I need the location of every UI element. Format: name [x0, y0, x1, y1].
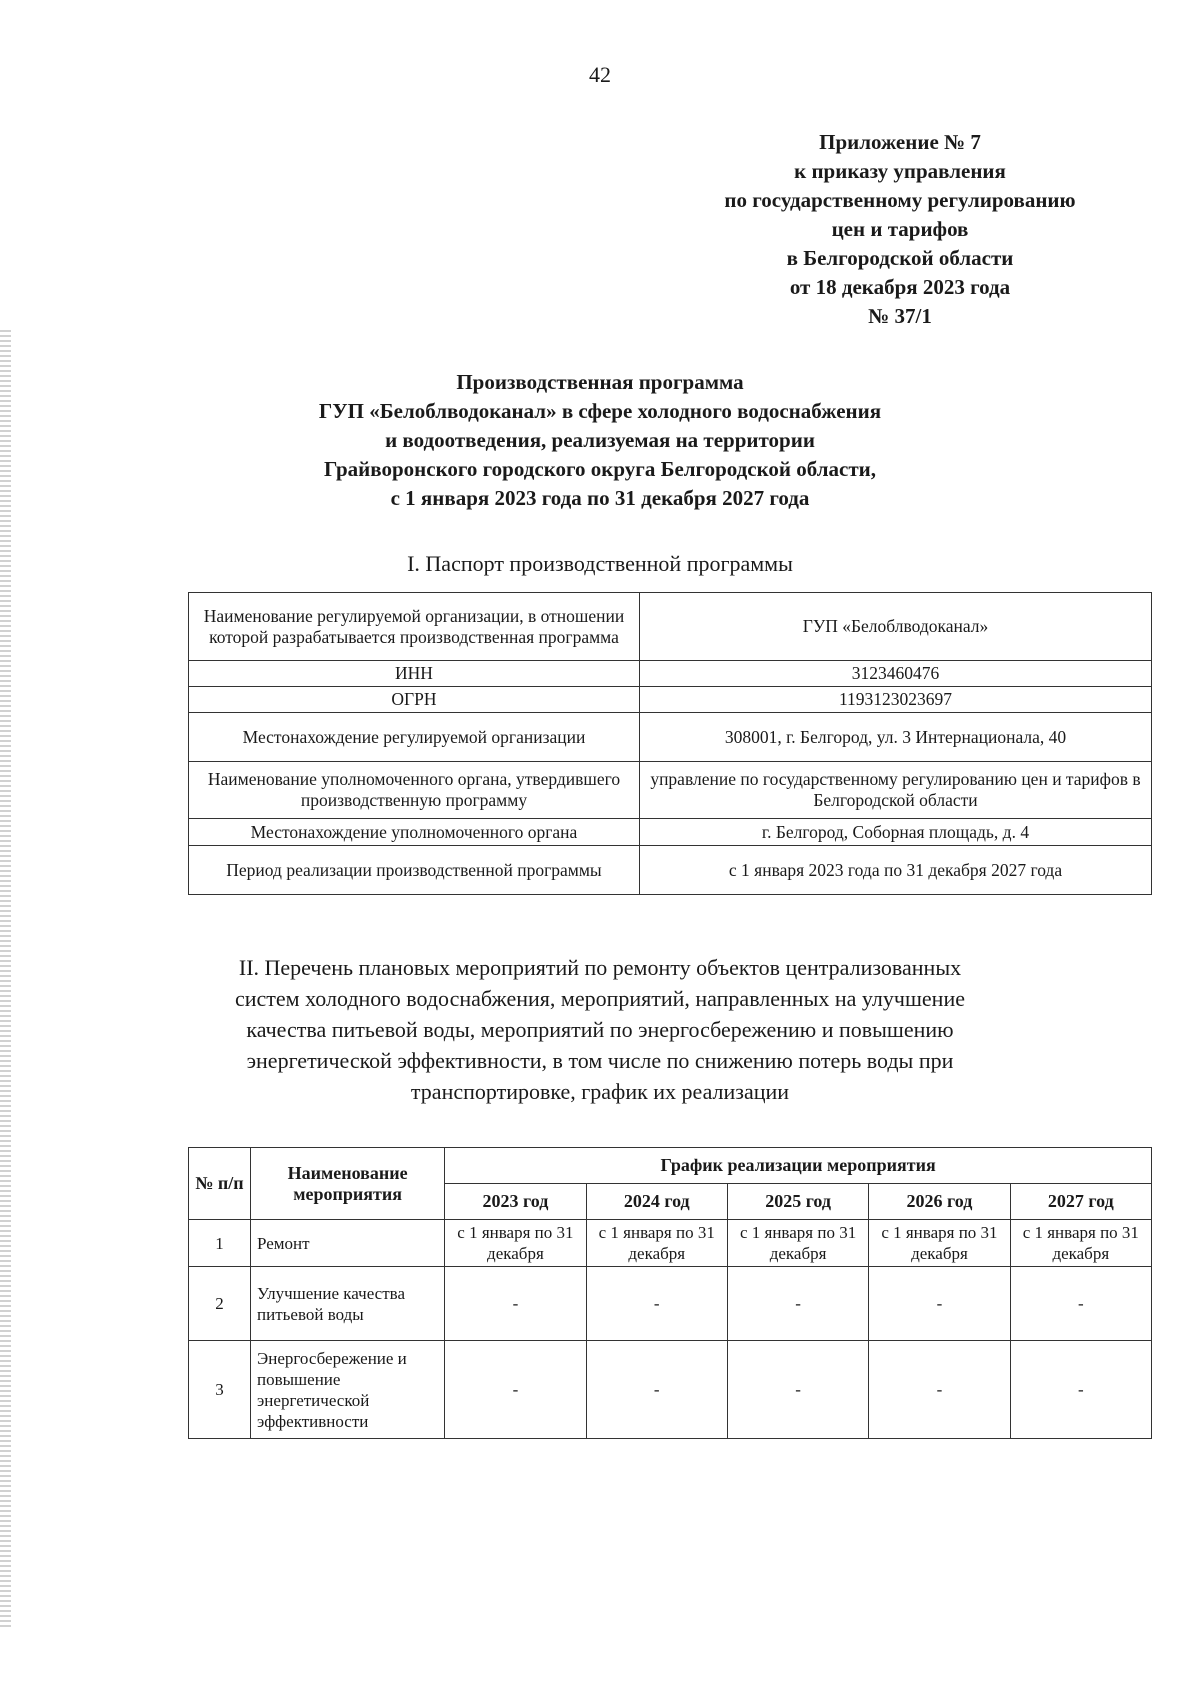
section-2-heading-line: систем холодного водоснабжения, мероприятий, направленных на улучшение	[235, 986, 965, 1011]
schedule-cell: -	[1010, 1267, 1151, 1341]
schedule-cell: с 1 января по 31 декабря	[727, 1220, 868, 1267]
schedule-cell: с 1 января по 31 декабря	[586, 1220, 727, 1267]
header-activity-name: Наименование мероприятия	[251, 1148, 445, 1220]
schedule-cell: -	[727, 1267, 868, 1341]
header-year: 2025 год	[727, 1184, 868, 1220]
table-row	[189, 593, 1152, 661]
schedule-cell: -	[869, 1341, 1010, 1439]
passport-label: ИНН	[189, 661, 640, 687]
schedule-cell: -	[727, 1341, 868, 1439]
passport-label: Наименование регулируемой организации, в отношении которой разрабатывается производственная программа	[189, 593, 640, 661]
schedule-cell: -	[445, 1341, 586, 1439]
scan-margin-strip	[0, 330, 11, 1630]
passport-value: ГУП «Белоблводоканал»	[640, 593, 1152, 661]
table-row	[189, 846, 1152, 895]
appendix-line: к приказу управления	[794, 159, 1006, 183]
appendix-line: № 37/1	[868, 304, 932, 328]
program-title	[180, 368, 1020, 513]
table-row	[189, 661, 1152, 687]
passport-value: г. Белгород, Соборная площадь, д. 4	[640, 819, 1152, 846]
header-schedule-group: График реализации мероприятия	[445, 1148, 1152, 1184]
passport-label: Наименование уполномоченного органа, утвердившего производственную программу	[189, 762, 640, 819]
header-year: 2024 год	[586, 1184, 727, 1220]
appendix-line: от 18 декабря 2023 года	[789, 275, 1011, 299]
program-title-line: Производственная программа	[456, 370, 744, 394]
appendix-header	[660, 128, 1140, 331]
row-number: 3	[189, 1341, 251, 1439]
table-row	[189, 1267, 1152, 1341]
passport-value: управление по государственному регулированию цен и тарифов в Белгородской области	[640, 762, 1152, 819]
schedule-cell: с 1 января по 31 декабря	[445, 1220, 586, 1267]
table-row	[189, 1220, 1152, 1267]
schedule-table	[188, 1147, 1152, 1439]
schedule-cell: -	[586, 1267, 727, 1341]
section-2-heading-line: качества питьевой воды, мероприятий по энергосбережению и повышению	[246, 1017, 954, 1042]
activity-name: Улучшение качества питьевой воды	[251, 1267, 445, 1341]
section-2-heading	[200, 952, 1000, 1107]
header-year: 2026 год	[869, 1184, 1010, 1220]
table-row	[189, 713, 1152, 762]
appendix-line: в Белгородской области	[786, 246, 1014, 270]
program-title-line: ГУП «Белоблводоканал» в сфере холодного водоснабжения	[318, 399, 882, 423]
passport-label: Местонахождение регулируемой организации	[189, 713, 640, 762]
passport-value: 3123460476	[640, 661, 1152, 687]
schedule-cell: с 1 января по 31 декабря	[869, 1220, 1010, 1267]
program-title-line: с 1 января 2023 года по 31 декабря 2027 года	[390, 486, 810, 510]
section-2-heading-line: энергетической эффективности, в том числе по снижению потерь воды при	[246, 1048, 954, 1073]
schedule-cell: с 1 января по 31 декабря	[1010, 1220, 1151, 1267]
section-2-heading-line: транспортировке, график их реализации	[410, 1079, 790, 1104]
activity-name: Энергосбережение и повышение энергетической эффективности	[251, 1341, 445, 1439]
table-row	[189, 687, 1152, 713]
schedule-cell: -	[445, 1267, 586, 1341]
row-number: 2	[189, 1267, 251, 1341]
header-number: № п/п	[189, 1148, 251, 1220]
table-row	[189, 1341, 1152, 1439]
header-year: 2027 год	[1010, 1184, 1151, 1220]
program-title-line: и водоотведения, реализуемая на территории	[385, 428, 815, 452]
section-1-heading: I. Паспорт производственной программы	[407, 551, 793, 576]
row-number: 1	[189, 1220, 251, 1267]
appendix-line: цен и тарифов	[831, 217, 969, 241]
table-row	[189, 819, 1152, 846]
program-title-line: Грайворонского городского округа Белгородской области,	[323, 457, 877, 481]
page-number: 42	[589, 62, 611, 87]
header-year: 2023 год	[445, 1184, 586, 1220]
appendix-line: Приложение № 7	[819, 130, 981, 154]
passport-label: ОГРН	[189, 687, 640, 713]
passport-value: 1193123023697	[640, 687, 1152, 713]
table-row	[189, 762, 1152, 819]
schedule-cell: -	[586, 1341, 727, 1439]
table-header-row	[189, 1148, 1152, 1184]
passport-value: 308001, г. Белгород, ул. 3 Интернационала, 40	[640, 713, 1152, 762]
schedule-cell: -	[869, 1267, 1010, 1341]
passport-label: Период реализации производственной программы	[189, 846, 640, 895]
passport-label: Местонахождение уполномоченного органа	[189, 819, 640, 846]
section-2-heading-line: II. Перечень плановых мероприятий по ремонту объектов централизованных	[238, 955, 962, 980]
schedule-cell: -	[1010, 1341, 1151, 1439]
activity-name: Ремонт	[251, 1220, 445, 1267]
passport-value: с 1 января 2023 года по 31 декабря 2027 года	[640, 846, 1152, 895]
passport-table	[188, 592, 1152, 895]
appendix-line: по государственному регулированию	[724, 188, 1076, 212]
